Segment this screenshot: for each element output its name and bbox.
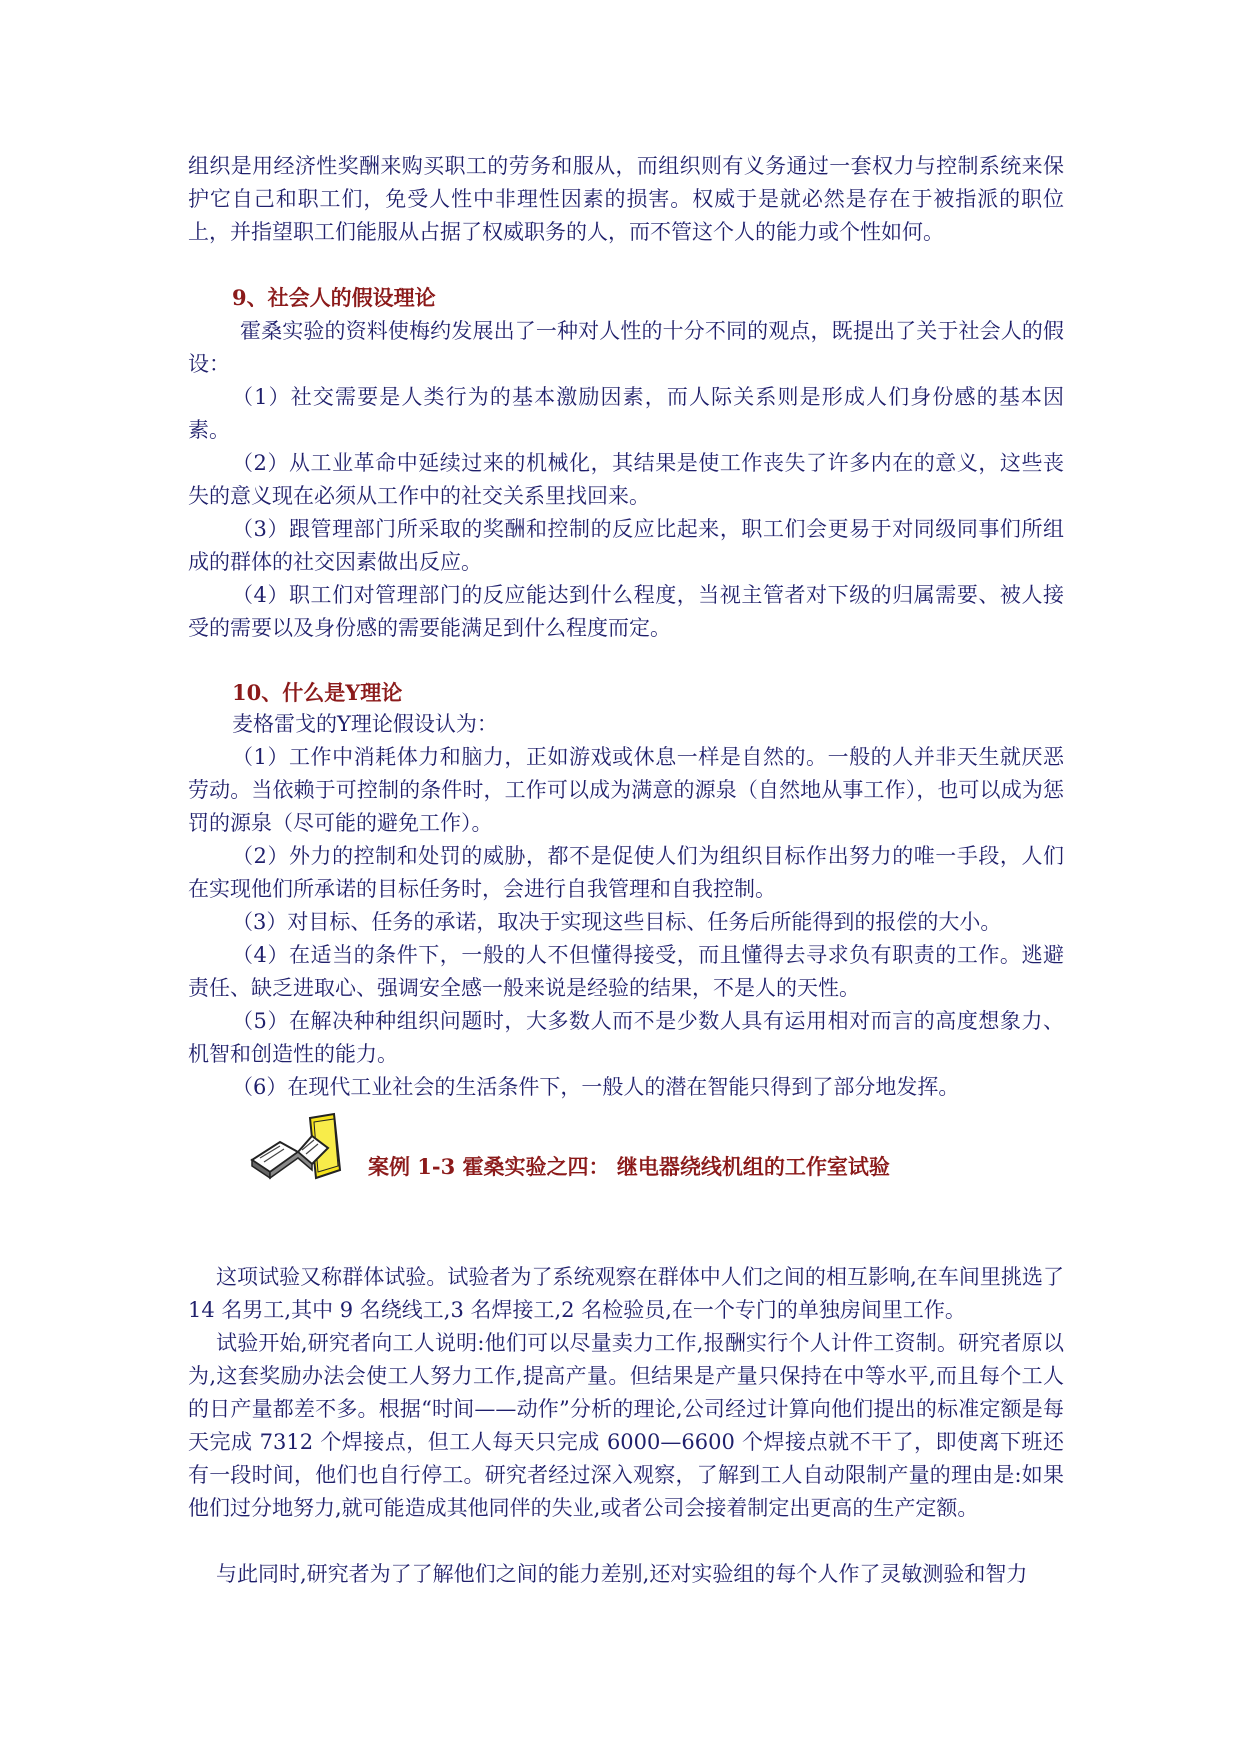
section-10-item: （1）工作中消耗体力和脑力，正如游戏或休息一样是自然的。一般的人并非天生就厌恶劳动。当依赖于可控制的条件时，工作可以成为满意的源泉（自然地从事工作），也可以成为惩罚的源泉（尽可能的避免工作）。 bbox=[188, 745, 1064, 835]
section-10-item: （6）在现代工业社会的生活条件下，一般人的潜在智能只得到了部分地发挥。 bbox=[232, 1075, 960, 1099]
section-9-item: （3）跟管理部门所采取的奖酬和控制的反应比起来，职工们会更易于对同级同事们所组成的群体的社交因素做出反应。 bbox=[188, 517, 1064, 574]
section-9-lead: 霍桑实验的资料使梅约发展出了一种对人性的十分不同的观点，既提出了关于社会人的假设： bbox=[188, 319, 1064, 376]
section-9-item: （2）从工业革命中延续过来的机械化，其结果是使工作丧失了许多内在的意义，这些丧失的意义现在必须从工作中的社交关系里找回来。 bbox=[188, 451, 1064, 508]
section-9-heading: 9、社会人的假设理论 bbox=[232, 285, 436, 310]
section-10-item: （2）外力的控制和处罚的威胁，都不是促使人们为组织目标作出努力的唯一手段，人们在实现他们所承诺的目标任务时，会进行自我管理和自我控制。 bbox=[188, 844, 1064, 901]
section-10-heading: 10、什么是Y理论 bbox=[232, 680, 403, 705]
section-10-item: （4）在适当的条件下，一般的人不但懂得接受，而且懂得去寻求负有职责的工作。逃避责任、缺乏进取心、强调安全感一般来说是经验的结果，不是人的天性。 bbox=[188, 943, 1064, 1000]
section-10-item: （5）在解决种种组织问题时，大多数人而不是少数人具有运用相对而言的高度想象力、机智和创造性的能力。 bbox=[188, 1009, 1064, 1066]
section-9-item: （4）职工们对管理部门的反应能达到什么程度，当视主管者对下级的归属需要、被人接受的需要以及身份感的需要能满足到什么程度而定。 bbox=[188, 583, 1064, 640]
case-paragraph: 与此同时,研究者为了了解他们之间的能力差别,还对实验组的每个人作了灵敏测验和智力 bbox=[216, 1562, 1028, 1586]
case-paragraph: 这项试验又称群体试验。试验者为了系统观察在群体中人们之间的相互影响,在车间里挑选了 14 名男工,其中 9 名绕线工,3 名焊接工,2 名检验员,在一个专门的单独房间里工作。 bbox=[188, 1265, 1064, 1322]
intro-paragraph: 组织是用经济性奖酬来购买职工的劳务和服从，而组织则有义务通过一套权力与控制系统来保护它自己和职工们，免受人性中非理性因素的损害。权威于是就必然是存在于被指派的职位上，并指望职工们能服从占据了权威职务的人，而不管这个人的能力或个性如何。 bbox=[188, 154, 1064, 244]
section-9-item: （1）社交需要是人类行为的基本激励因素，而人际关系则是形成人们身份感的基本因素。 bbox=[188, 385, 1064, 442]
section-10-lead: 麦格雷戈的Y理论假设认为： bbox=[232, 712, 498, 736]
section-10-item: （3）对目标、任务的承诺，取决于实现这些目标、任务后所能得到的报偿的大小。 bbox=[232, 910, 1002, 934]
book-icon bbox=[250, 1112, 342, 1184]
case-title: 案例 1-3 霍桑实验之四： 继电器绕线机组的工作室试验 bbox=[368, 1154, 890, 1179]
case-paragraph: 试验开始,研究者向工人说明:他们可以尽量卖力工作,报酬实行个人计件工资制。研究者原以为,这套奖励办法会使工人努力工作,提高产量。但结果是产量只保持在中等水平,而且每个工人的日产量都差不多。根据“时间——动作”分析的理论,公司经过计算向他们提出的标准定额是每天完成 7312 个焊接点，但工人每天只完成 6000—6600 个焊接点就不干了，即使离下班还有一段时间，他们也自行停工。研究者经过深入观察，了解到工人自动限制产量的理由是:如果他们过分地努力,就可能造成其他同伴的失业,或者公司会接着制定出更高的生产定额。 bbox=[188, 1331, 1064, 1520]
